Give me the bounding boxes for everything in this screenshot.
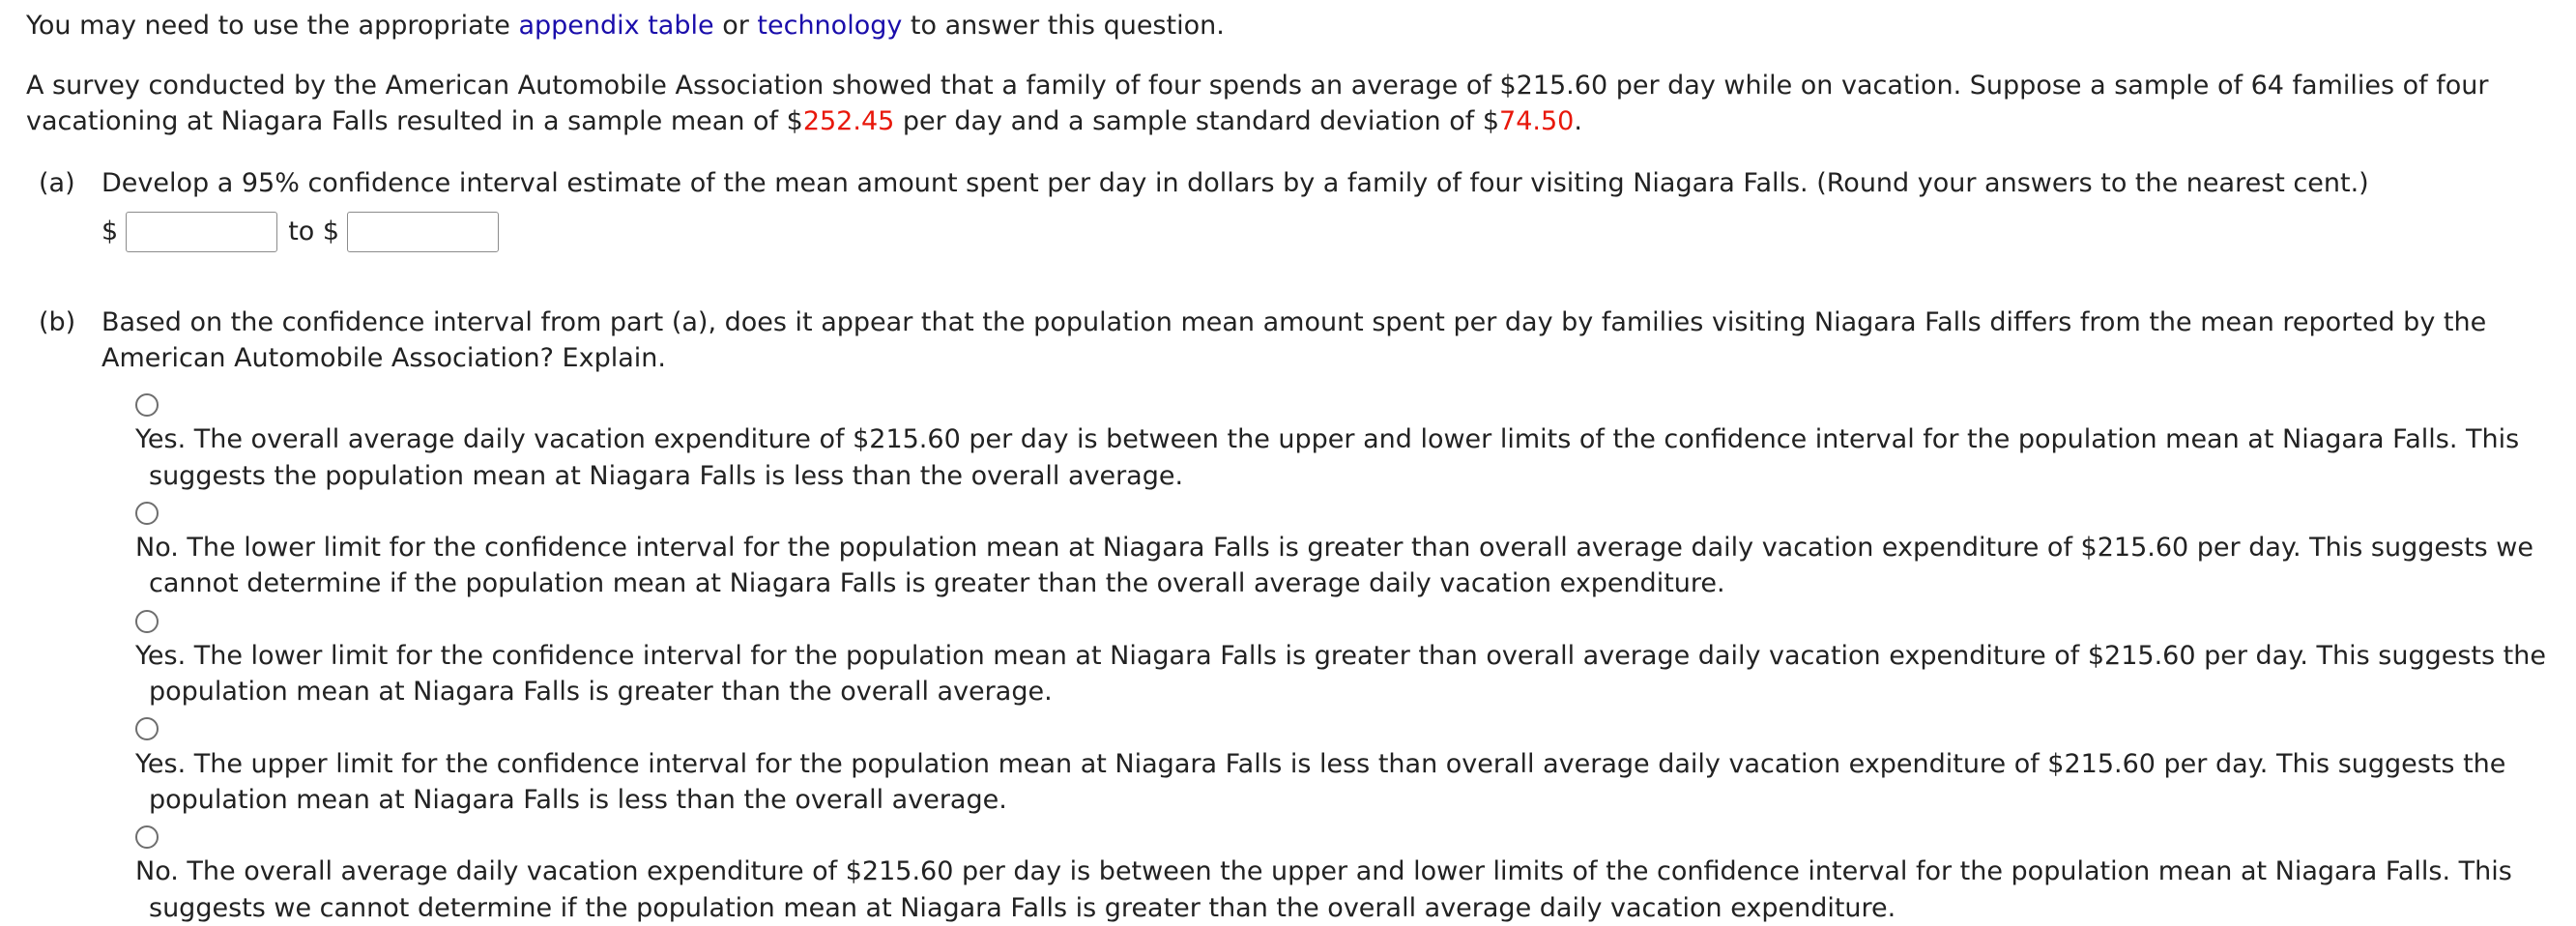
part-b-choices (135, 386, 2552, 926)
intro-suffix: to answer this question. (902, 11, 1225, 41)
technology-link[interactable]: technology (757, 11, 903, 41)
radio-button-3[interactable] (135, 610, 159, 633)
choice-text-3: Yes. The lower limit for the confidence interval for the population mean at Niagara Falls is greater than overall average daily vacation expenditure of $215.60 per day. This suggests the population mean at Niagara Falls is greater than the overall average. (135, 640, 2546, 707)
choice-option-3[interactable] (135, 605, 2552, 710)
problem-text-3: . (1574, 106, 1582, 137)
choice-text-5: No. The overall average daily vacation expenditure of $215.60 per day is between the upper and lower limits of the confidence interval for the population mean at Niagara Falls. This suggests we cannot determine if the population mean at Niagara Falls is greater than the overall average daily vacation expenditure. (135, 856, 2512, 923)
choice-text-1: Yes. The overall average daily vacation expenditure of $215.60 per day is between the upper and lower limits of the confidence interval for the population mean at Niagara Falls. This suggests the population mean at Niagara Falls is less than the overall average. (135, 424, 2520, 491)
part-b-label: (b) (39, 307, 76, 337)
radio-button-2[interactable] (135, 502, 159, 525)
part-b-question: Based on the confidence interval from part (a), does it appear that the population mean amount spent per day by families visiting Niagara Falls differs from the mean reported by the American Automobile Association? Explain. (101, 307, 2487, 374)
radio-button-1[interactable] (135, 393, 159, 417)
lower-limit-input[interactable] (126, 212, 277, 252)
radio-button-5[interactable] (135, 825, 159, 849)
sample-sd-value: 74.50 (1499, 106, 1575, 137)
to-dollar-label: to $ (288, 217, 340, 247)
problem-statement (26, 68, 2559, 140)
problem-text-1: A survey conducted by the American Automobile Association showed that a family of four spends an average of $215.60 per day while on vacation. Suppose a sample of 64 families of four vacationing at Niagara Falls resulted in a sample mean of $ (26, 71, 2489, 137)
part-a-question: Develop a 95% confidence interval estimate of the mean amount spent per day in dollars by a family of four visiting Niagara Falls. (Round your answers to the nearest cent.) (101, 168, 2369, 198)
intro-prefix: You may need to use the appropriate (26, 11, 519, 41)
dollar-sign-label: $ (101, 217, 119, 247)
choice-text-2: No. The lower limit for the confidence interval for the population mean at Niagara Falls is greater than overall average daily vacation expenditure of $215.60 per day. This suggests we cannot determine if the population mean at Niagara Falls is greater than the overall average daily vacation expenditure. (135, 533, 2533, 599)
choice-option-1[interactable] (135, 389, 2552, 494)
choice-option-2[interactable] (135, 497, 2552, 602)
appendix-table-link[interactable]: appendix table (518, 11, 714, 41)
intro-middle: or (713, 11, 758, 41)
choice-text-4: Yes. The upper limit for the confidence interval for the population mean at Niagara Falls is less than overall average daily vacation expenditure of $215.60 per day. This suggests the population mean at Niagara Falls is less than the overall average. (135, 748, 2506, 815)
sample-mean-value: 252.45 (802, 106, 895, 137)
radio-button-4[interactable] (135, 717, 159, 740)
confidence-interval-answer-row (101, 211, 499, 253)
choice-option-5[interactable] (135, 821, 2552, 926)
problem-text-2: per day and a sample standard deviation of $ (894, 106, 1500, 137)
part-a-label: (a) (39, 168, 75, 198)
intro-line (26, 8, 1225, 43)
choice-option-4[interactable] (135, 712, 2552, 818)
upper-limit-input[interactable] (347, 212, 499, 252)
